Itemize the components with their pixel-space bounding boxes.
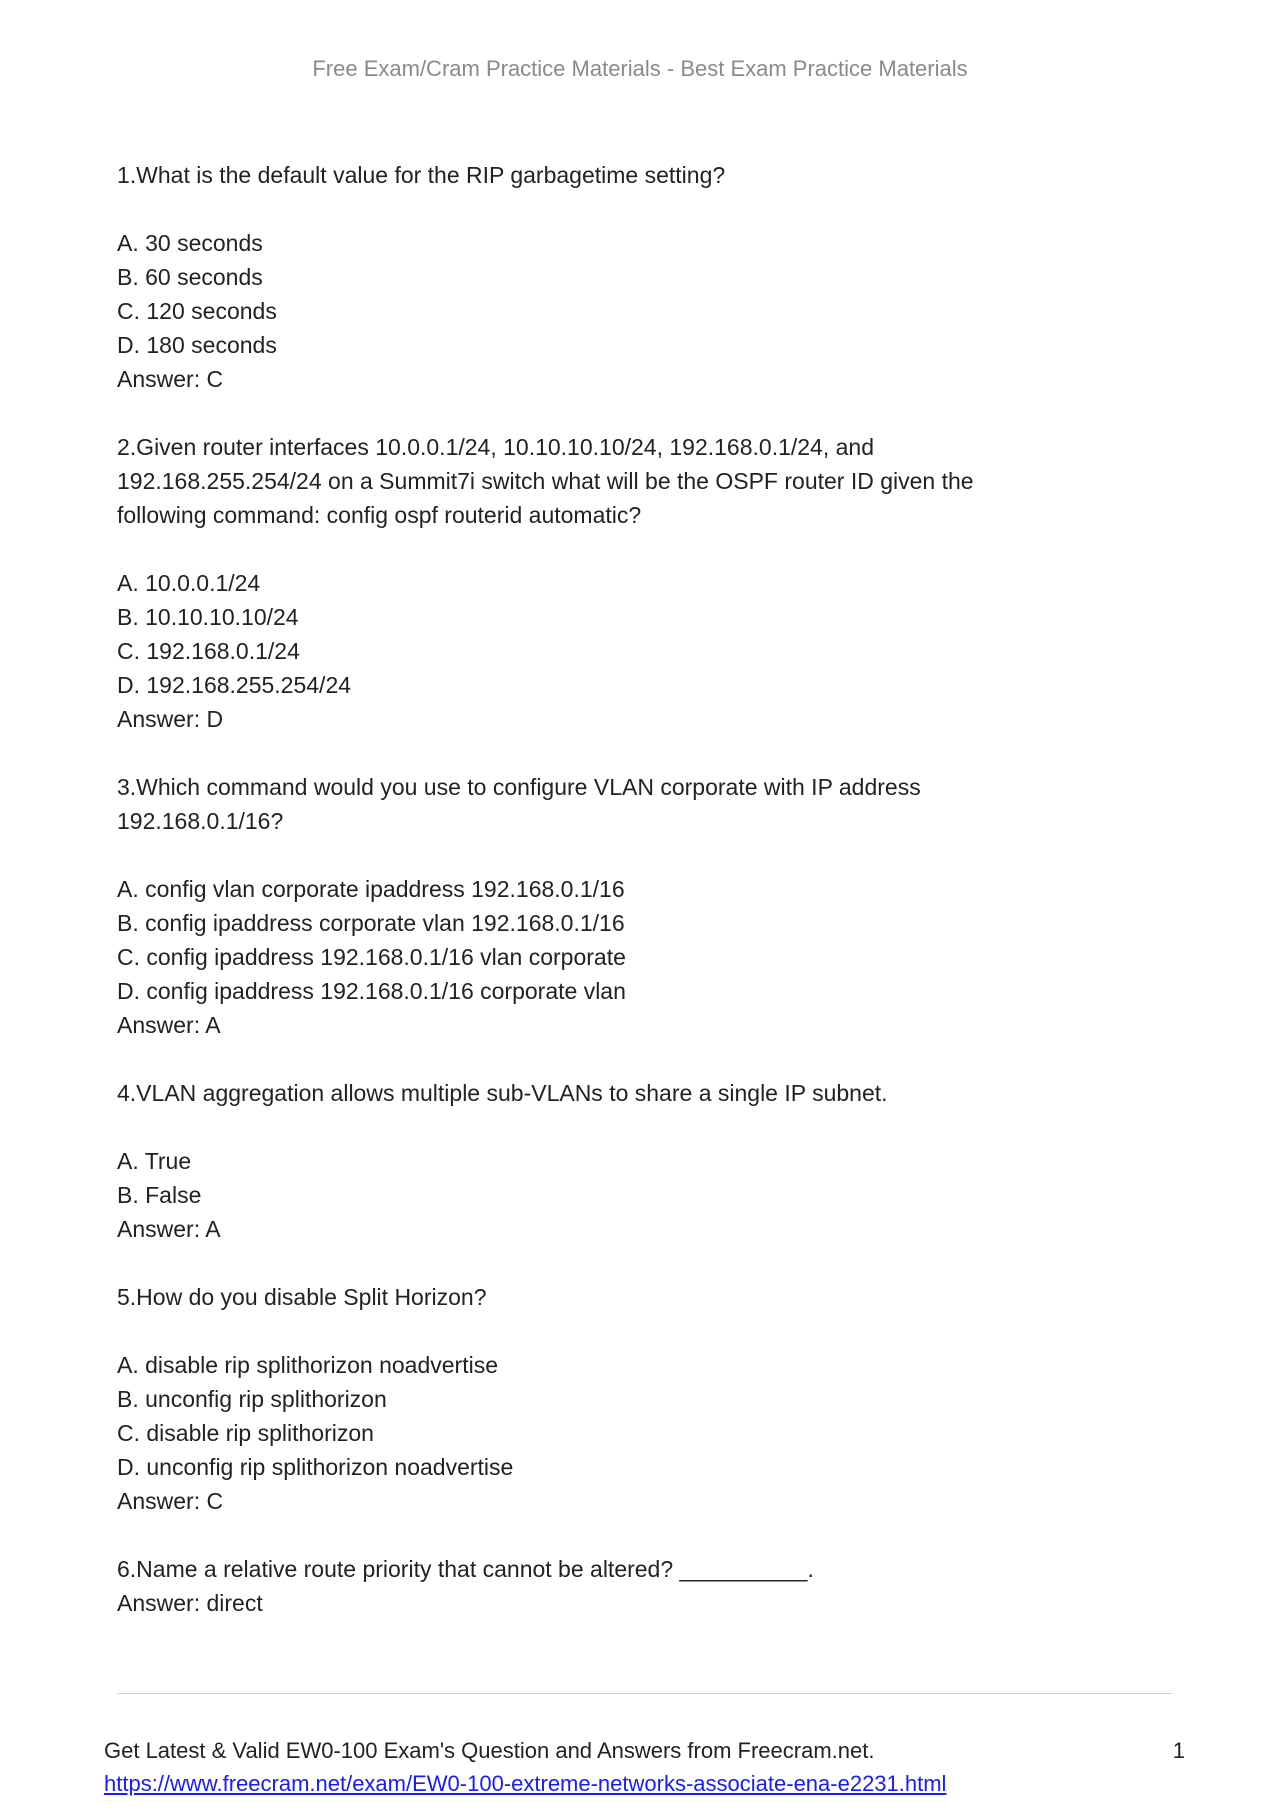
question-2 [117, 430, 1177, 736]
option-c: C. disable rip splithorizon [117, 1420, 374, 1446]
footer-text: Get Latest & Valid EW0-100 Exam's Question and Answers from Freecram.net. [104, 1738, 875, 1763]
question-text: 4.VLAN aggregation allows multiple sub-VLANs to share a single IP subnet. [117, 1080, 888, 1106]
option-a: A. config vlan corporate ipaddress 192.168.0.1/16 [117, 876, 625, 902]
option-b: B. unconfig rip splithorizon [117, 1386, 387, 1412]
footer-divider [117, 1693, 1172, 1694]
answer: Answer: direct [117, 1590, 263, 1616]
option-b: B. False [117, 1182, 202, 1208]
option-a: A. 30 seconds [117, 230, 263, 256]
answer: Answer: D [117, 706, 224, 732]
option-a: A. True [117, 1148, 192, 1174]
page-header: Free Exam/Cram Practice Materials - Best Exam Practice Materials [312, 56, 968, 81]
question-4 [117, 1076, 1177, 1246]
option-c: C. 192.168.0.1/24 [117, 638, 300, 664]
question-3 [117, 770, 1177, 1042]
option-b: B. 10.10.10.10/24 [117, 604, 299, 630]
question-text: 5.How do you disable Split Horizon? [117, 1284, 487, 1310]
option-d: D. config ipaddress 192.168.0.1/16 corporate vlan [117, 978, 626, 1004]
answer: Answer: C [117, 366, 224, 392]
option-a: A. 10.0.0.1/24 [117, 570, 261, 596]
question-text: 1.What is the default value for the RIP garbagetime setting? [117, 162, 726, 188]
option-c: C. config ipaddress 192.168.0.1/16 vlan corporate [117, 944, 626, 970]
footer-link[interactable]: https://www.freecram.net/exam/EW0-100-extreme-networks-associate-ena-e2231.html [104, 1771, 947, 1796]
question-text: 6.Name a relative route priority that cannot be altered? __________. [117, 1556, 814, 1582]
option-d: D. 192.168.255.254/24 [117, 672, 352, 698]
question-text: 3.Which command would you use to configure VLAN corporate with IP address 192.168.0.1/16? [117, 774, 921, 834]
question-5 [117, 1280, 1177, 1518]
option-a: A. disable rip splithorizon noadvertise [117, 1352, 498, 1378]
page-footer [104, 1734, 1194, 1800]
answer: Answer: C [117, 1488, 224, 1514]
option-c: C. 120 seconds [117, 298, 277, 324]
option-d: D. unconfig rip splithorizon noadvertise [117, 1454, 514, 1480]
page-number: 1 [1172, 1738, 1185, 1763]
answer: Answer: A [117, 1012, 221, 1038]
question-6 [117, 1552, 1177, 1620]
option-b: B. 60 seconds [117, 264, 263, 290]
question-list [117, 158, 1177, 1654]
option-d: D. 180 seconds [117, 332, 277, 358]
answer: Answer: A [117, 1216, 221, 1242]
question-1 [117, 158, 1177, 396]
question-text: 2.Given router interfaces 10.0.0.1/24, 10.10.10.10/24, 192.168.0.1/24, and 192.168.255.254/24 on a Summit7i switch what will be the OSPF router ID given the following command: config ospf routerid automatic? [117, 434, 974, 528]
option-b: B. config ipaddress corporate vlan 192.168.0.1/16 [117, 910, 625, 936]
